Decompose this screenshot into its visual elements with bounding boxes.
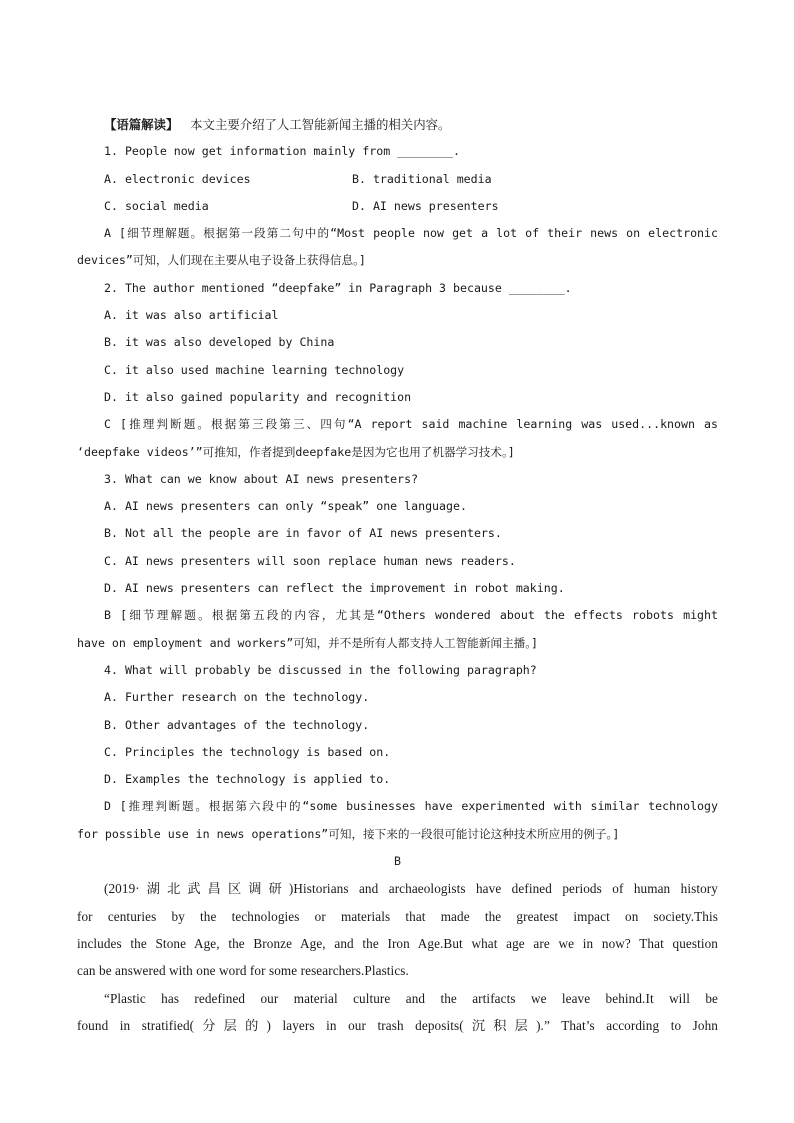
question-1-options-ab	[77, 166, 718, 193]
option-a: A. electronic devices	[104, 171, 251, 186]
option-c: C. it also used machine learning technology	[104, 362, 405, 377]
option-c: C. Principles the technology is based on.	[104, 744, 391, 759]
option-a: A. it was also artificial	[104, 308, 279, 323]
document-page	[77, 111, 718, 1039]
passage-line: for centuries by the technologies or materials that made the greatest impact on society.This	[77, 908, 718, 924]
passage-line: (2019·湖北武昌区调研)Historians and archaeologists have defined periods of human history	[104, 881, 718, 897]
intro-text: 本文主要介绍了人工智能新闻主播的相关内容。	[190, 117, 451, 132]
option-b: B. Other advantages of the technology.	[104, 717, 370, 732]
question-1-options-cd	[77, 193, 718, 220]
answer-1-line-2: devices”可知，人们现在主要从电子设备上获得信息。]	[77, 253, 366, 268]
answer-3-line-1: B [细节理解题。根据第五段的内容，尤其是“Others wondered about the effects robots might	[104, 608, 718, 623]
question-4-stem: 4. What will probably be discussed in the following paragraph?	[104, 662, 537, 677]
passage-line: includes the Stone Age, the Bronze Age, and the Iron Age.But what age are we in now? That question	[77, 935, 718, 951]
answer-3-line-2: have on employment and workers”可知，并不是所有人都支持人工智能新闻主播。]	[77, 635, 539, 650]
question-3-stem: 3. What can we know about AI news presenters?	[104, 471, 419, 486]
option-d: D. Examples the technology is applied to.	[104, 772, 391, 787]
answer-2-line-2: ‘deepfake videos’”可推知，作者提到deepfake是因为它也用了机器学习技术。]	[77, 444, 515, 459]
option-d: D. AI news presenters	[352, 198, 499, 213]
option-c: C. AI news presenters will soon replace human news readers.	[104, 553, 516, 568]
intro-tag: 【语篇解读】	[104, 117, 179, 132]
answer-2-line-1: C [推理判断题。根据第三段第三、四句“A report said machine learning was used...known as	[104, 417, 718, 432]
passage-line: can be answered with one word for some researchers.Plastics.	[77, 963, 409, 979]
reading-intro	[77, 111, 718, 138]
passage-line: “Plastic has redefined our material culture and the artifacts we leave behind.It will be	[104, 990, 718, 1006]
answer-4-line-1: D [推理判断题。根据第六段中的“some businesses have experimented with similar technology	[104, 799, 718, 814]
option-b: B. it was also developed by China	[104, 335, 335, 350]
option-c: C. social media	[104, 198, 209, 213]
option-a: A. AI news presenters can only “speak” one language.	[104, 499, 467, 514]
answer-4-line-2: for possible use in news operations”可知，接下来的一段很可能讨论这种技术所应用的例子。]	[77, 826, 620, 841]
option-b: B. Not all the people are in favor of AI news presenters.	[104, 526, 502, 541]
option-a: A. Further research on the technology.	[104, 690, 370, 705]
question-1-stem: 1. People now get information mainly from ________.	[104, 144, 460, 159]
passage-line: found in stratified(分层的) layers in our trash deposits(沉积层).” That’s according to John	[77, 1017, 718, 1033]
option-d: D. it also gained popularity and recognition	[104, 389, 412, 404]
section-heading: B	[394, 854, 401, 869]
option-d: D. AI news presenters can reflect the improvement in robot making.	[104, 581, 565, 596]
option-b: B. traditional media	[352, 171, 492, 186]
question-2-stem: 2. The author mentioned “deepfake” in Paragraph 3 because ________.	[104, 280, 572, 295]
answer-1-line-1: A [细节理解题。根据第一段第二句中的“Most people now get a lot of their news on electronic	[104, 226, 718, 241]
